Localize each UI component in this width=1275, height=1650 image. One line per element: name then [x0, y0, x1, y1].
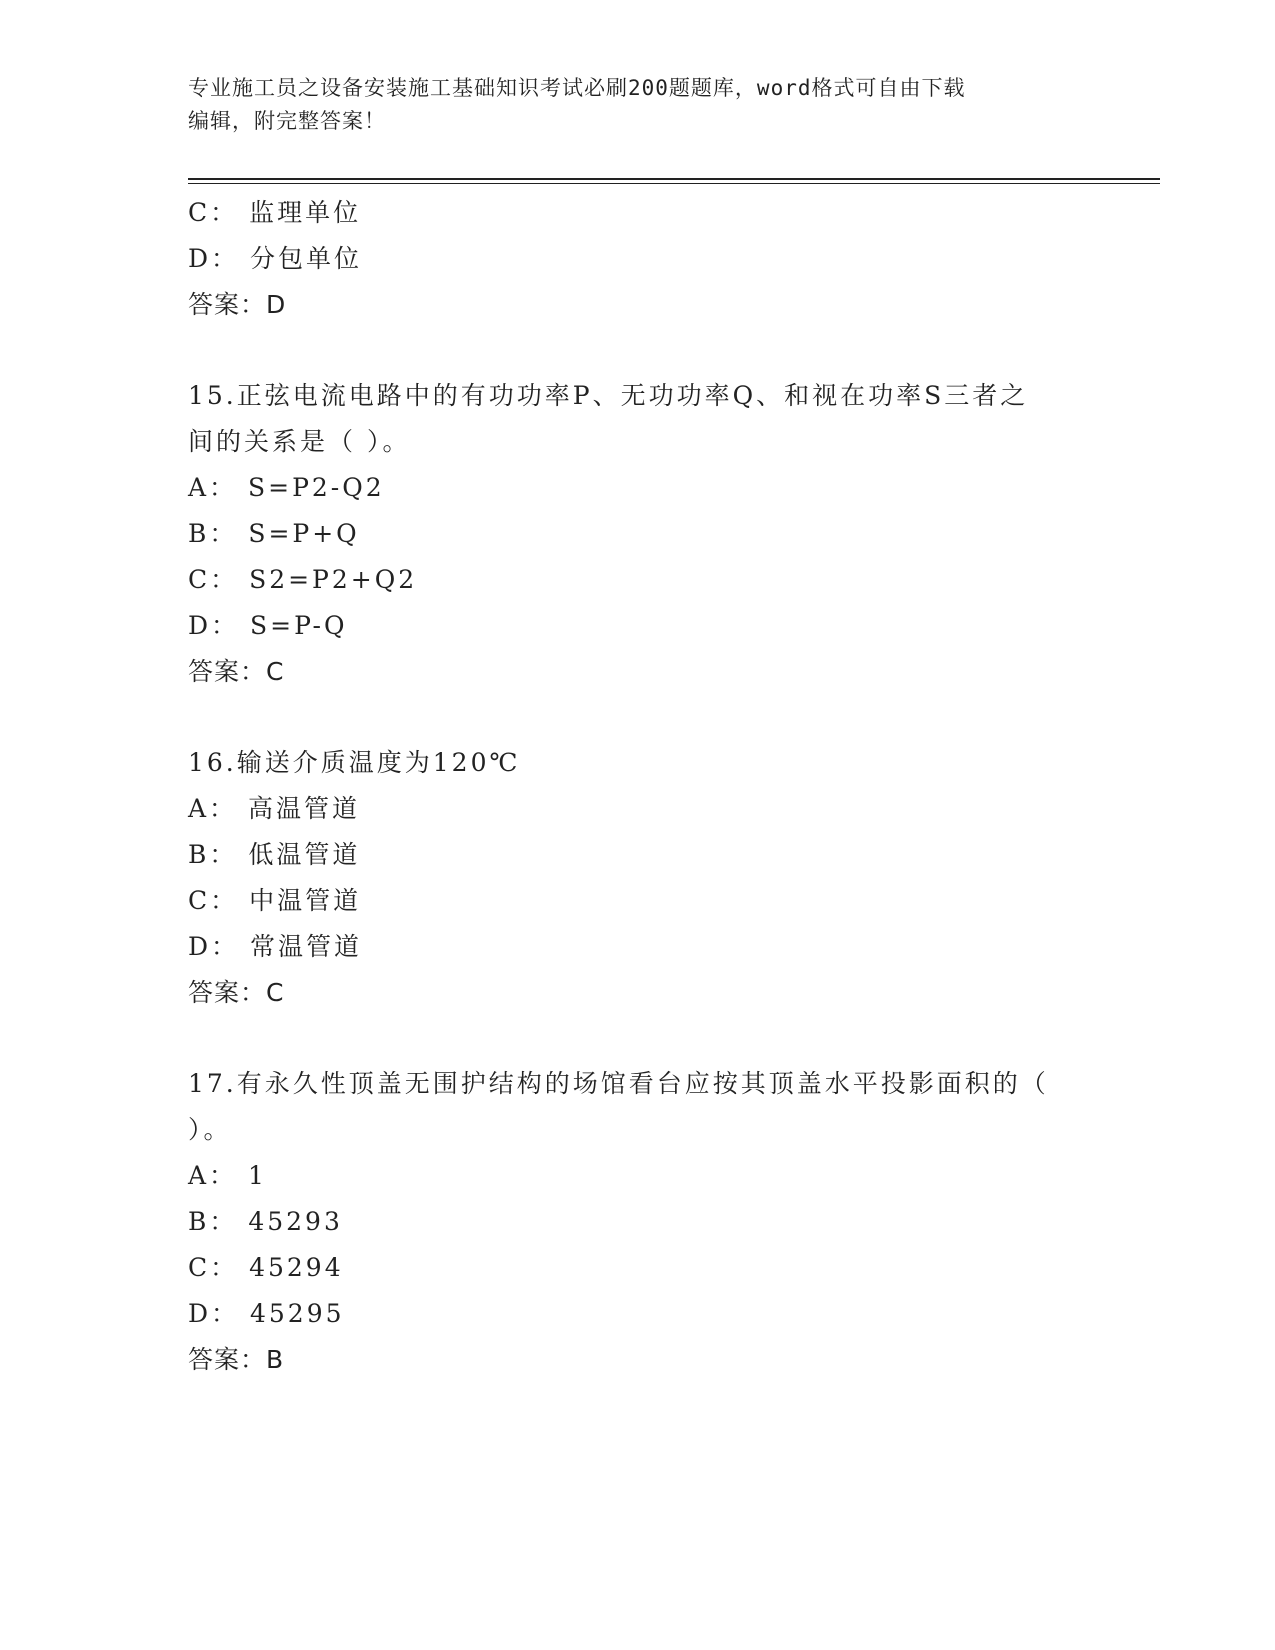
question-gap — [188, 328, 1088, 373]
question-block-16 — [188, 740, 1088, 1016]
question-block-14 — [188, 190, 1088, 328]
option-b: B： S=P+Q — [188, 519, 360, 548]
header-rule-thick — [188, 178, 1160, 180]
document-header — [188, 72, 1088, 138]
question-block-15 — [188, 373, 1088, 695]
option-b: B： 低温管道 — [188, 840, 361, 869]
option-b: B： 45293 — [188, 1207, 343, 1236]
question-gap — [188, 695, 1088, 740]
option-d: D： 常温管道 — [188, 932, 362, 961]
answer-line: 答案：D — [188, 290, 287, 319]
question-list — [188, 190, 1088, 1383]
answer-line: 答案：C — [188, 657, 285, 686]
question-gap — [188, 1016, 1088, 1061]
header-line-1: 专业施工员之设备安装施工基础知识考试必刷200题题库，word格式可自由下载 — [188, 76, 966, 100]
answer-line: 答案：C — [188, 978, 285, 1007]
option-c: C： 监理单位 — [188, 198, 362, 227]
question-stem: 16.输送介质温度为120℃ — [188, 748, 521, 777]
question-block-17 — [188, 1061, 1088, 1383]
answer-line: 答案：B — [188, 1345, 285, 1374]
header-line-2: 编辑，附完整答案！ — [188, 109, 386, 133]
option-a: A： 1 — [188, 1161, 267, 1190]
option-c: C： 45294 — [188, 1253, 344, 1282]
header-rule-thin — [188, 183, 1160, 184]
question-stem: ）。 — [188, 1115, 232, 1144]
option-d: D： S=P-Q — [188, 611, 348, 640]
option-a: A： S=P2-Q2 — [188, 473, 385, 502]
option-c: C： 中温管道 — [188, 886, 362, 915]
option-d: D： 分包单位 — [188, 244, 362, 273]
question-stem: 15.正弦电流电路中的有功功率P、无功功率Q、和视在功率S三者之 — [188, 381, 1029, 410]
question-stem: 17.有永久性顶盖无围护结构的场馆看台应按其顶盖水平投影面积的（ — [188, 1069, 1049, 1098]
option-c: C： S2=P2+Q2 — [188, 565, 418, 594]
question-stem: 间的关系是（ ）。 — [188, 427, 411, 456]
option-d: D： 45295 — [188, 1299, 345, 1328]
option-a: A： 高温管道 — [188, 794, 361, 823]
